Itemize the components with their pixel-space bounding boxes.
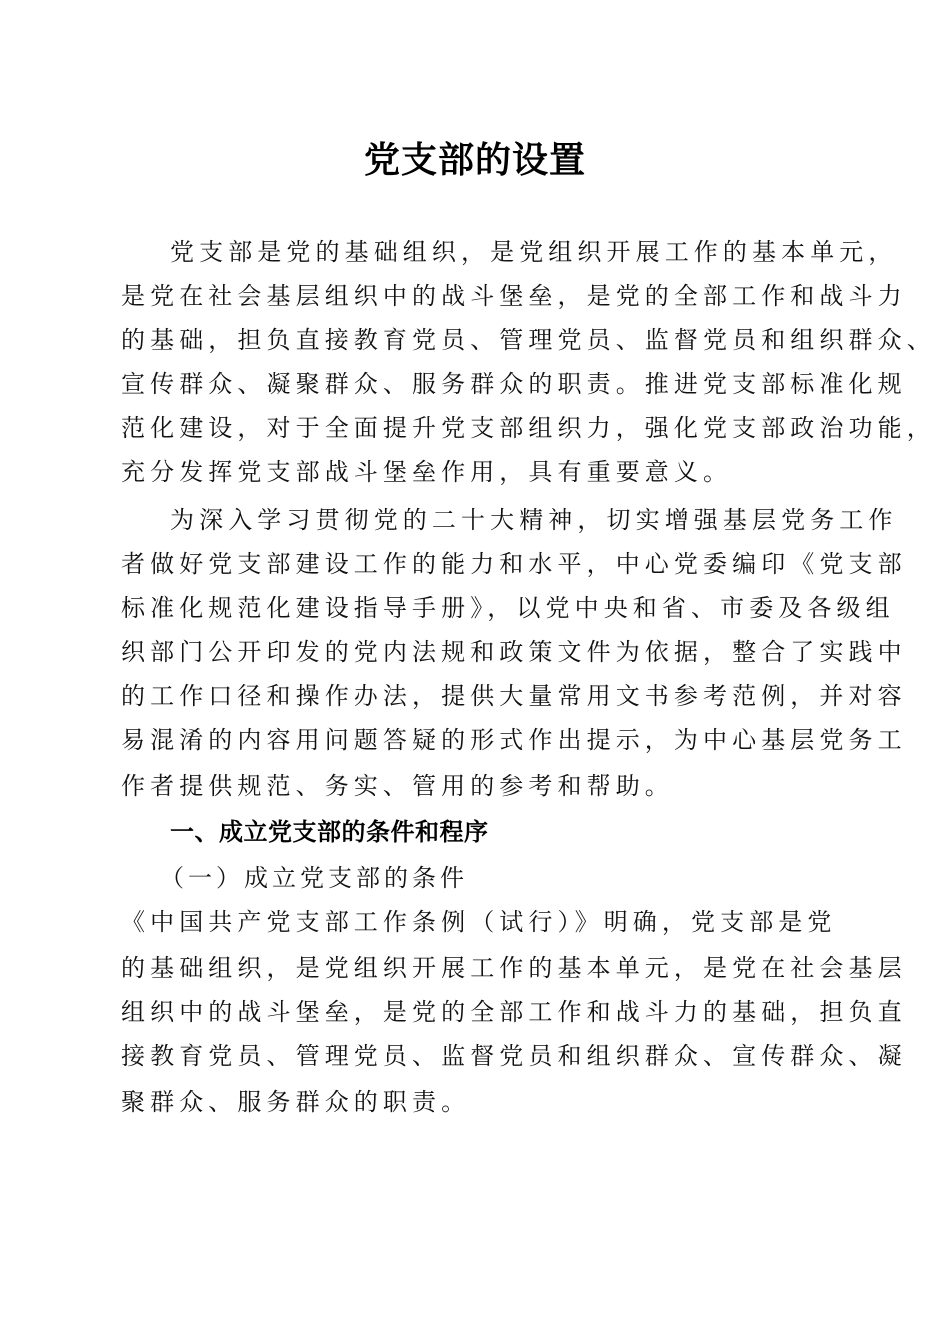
text-line: 为深入学习贯彻党的二十大精神，切实增强基层党务工作 [170, 506, 898, 534]
text-line: 宣传群众、凝聚群众、服务群众的职责。推进党支部标准化规 [121, 370, 907, 398]
text-line: 的工作口径和操作办法，提供大量常用文书参考范例，并对容 [121, 682, 907, 710]
text-line: 的基础组织，是党组织开展工作的基本单元，是党在社会基层 [121, 954, 907, 982]
text-line: 易混淆的内容用问题答疑的形式作出提示，为中心基层党务工 [121, 726, 907, 754]
text-line: 范化建设，对于全面提升党支部组织力，强化党支部政治功能， [121, 414, 936, 442]
text-line: 作者提供规范、务实、管用的参考和帮助。 [121, 772, 674, 800]
text-line: 是党在社会基层组织中的战斗堡垒，是党的全部工作和战斗力 [121, 282, 907, 310]
text-line: 党支部是党的基础组织，是党组织开展工作的基本单元， [170, 238, 898, 266]
section-heading: 一、成立党支部的条件和程序 [170, 818, 489, 846]
document-title: 党支部的设置 [363, 139, 586, 181]
text-line: 充分发挥党支部战斗堡垒作用，具有重要意义。 [121, 458, 733, 486]
text-line: 接教育党员、管理党员、监督党员和组织群众、宣传群众、凝 [121, 1042, 907, 1070]
text-line: 的基础，担负直接教育党员、管理党员、监督党员和组织群众、 [121, 326, 936, 354]
text-line: 者做好党支部建设工作的能力和水平，中心党委编印《党支部 [121, 550, 907, 578]
text-line: 《中国共产党支部工作条例（试行）》明确，党支部是党 [121, 908, 837, 936]
subsection-heading: （一）成立党支部的条件 [160, 864, 468, 892]
text-line: 标准化规范化建设指导手册》，以党中央和省、市委及各级组 [121, 594, 895, 622]
text-line: 织部门公开印发的党内法规和政策文件为依据，整合了实践中 [121, 638, 907, 666]
text-line: 聚群众、服务群众的职责。 [121, 1088, 471, 1116]
text-line: 组织中的战斗堡垒，是党的全部工作和战斗力的基础，担负直 [121, 998, 907, 1026]
